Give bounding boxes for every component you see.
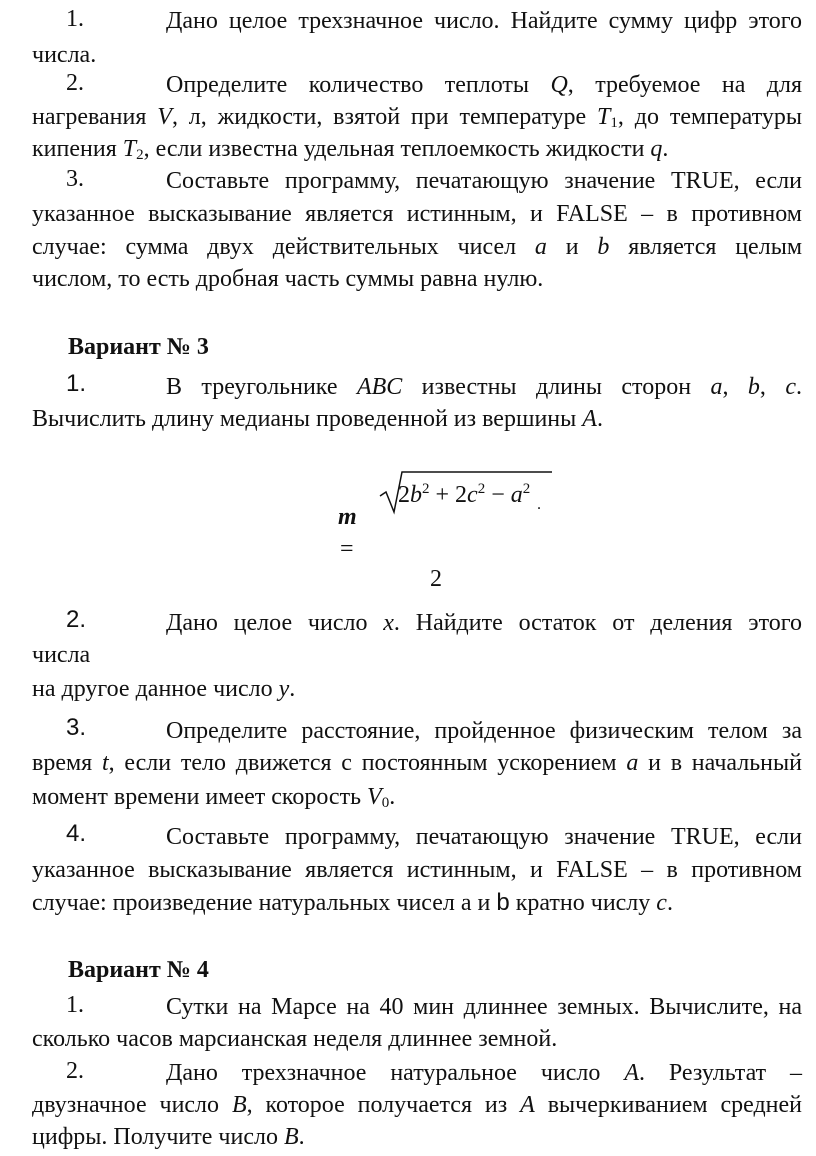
formula-mark: ˙ (536, 503, 542, 523)
task-text-line: Составьте программу, печатающую значение TRUE, если (166, 168, 802, 194)
task-text-line: указанное высказывание является истинным, и FALSE – в противном (32, 857, 802, 883)
task-text-line: двузначное число B, которое получается из A вычеркиванием средней (32, 1092, 803, 1118)
task-text-line: Определите количество теплоты Q, требуемое на для (166, 72, 803, 98)
task-number: 2. (66, 1058, 84, 1084)
task-text-line: В треугольнике ABC известны длины сторон a, b, c. (166, 374, 802, 400)
task-number: 3. (66, 166, 84, 192)
task-text-line: нагревания V, л, жидкости, взятой при температуре $T_1$, до температуры (32, 104, 802, 131)
variant-3-heading: Вариант № 3 (68, 334, 209, 360)
task-number: 2. (66, 606, 87, 633)
task-text-line: указанное высказывание является истинным, и FALSE – в противном (32, 201, 802, 227)
task-text-line: сколько часов марсианская неделя длиннее земной. (32, 1026, 558, 1052)
task-number: 1. (66, 6, 84, 32)
formula-equals: = (340, 536, 354, 562)
task-number: 4. (66, 820, 87, 847)
task-text-line: Дано целое трехзначное число. Найдите сумму цифр этого (166, 8, 802, 34)
task-number: 1. (66, 370, 87, 397)
task-text-line: Дано трехзначное натуральное число A. Результат – (166, 1060, 802, 1086)
task-text-line: Составьте программу, печатающую значение TRUE, если (166, 824, 802, 850)
variant-4-heading: Вариант № 4 (68, 957, 209, 983)
task-text-line: числом, то есть дробная часть суммы равна нулю. (32, 266, 544, 292)
task-text-line: Определите расстояние, пройденное физическим телом за (166, 718, 802, 744)
task-number: 3. (66, 714, 87, 741)
task-text-line: время t, если тело движется с постоянным ускорением a и в начальный (32, 750, 802, 776)
formula-m: m (338, 504, 357, 530)
task-text-line: на другое данное число y. (32, 676, 296, 702)
formula-denominator: 2 (430, 566, 442, 592)
task-text-line: момент времени имеет скорость $V_0$. (32, 784, 396, 811)
task-text-line: Вычислить длину медианы проведенной из вершины A. (32, 406, 603, 432)
task-text-line: случае: сумма двух действительных чисел a и b является целым (32, 234, 803, 260)
task-text-line: числа (32, 642, 91, 668)
task-text-line: Сутки на Марсе на 40 мин длиннее земных. Вычислите, на (166, 994, 802, 1020)
task-text-line: числа. (32, 42, 97, 68)
task-text-line: Дано целое число x. Найдите остаток от деления этого (166, 610, 803, 636)
task-text-line: цифры. Получите число B. (32, 1124, 305, 1150)
radicand: $2b^2 + 2c^2 - a^2$ (398, 481, 531, 508)
task-number: 2. (66, 70, 84, 96)
task-number: 1. (66, 992, 84, 1018)
task-text-line: кипения $T_2$, если известна удельная теплоемкость жидкости q. (32, 136, 669, 163)
task-text-line: случае: произведение натуральных чисел а и b кратно числу c. (32, 889, 673, 916)
